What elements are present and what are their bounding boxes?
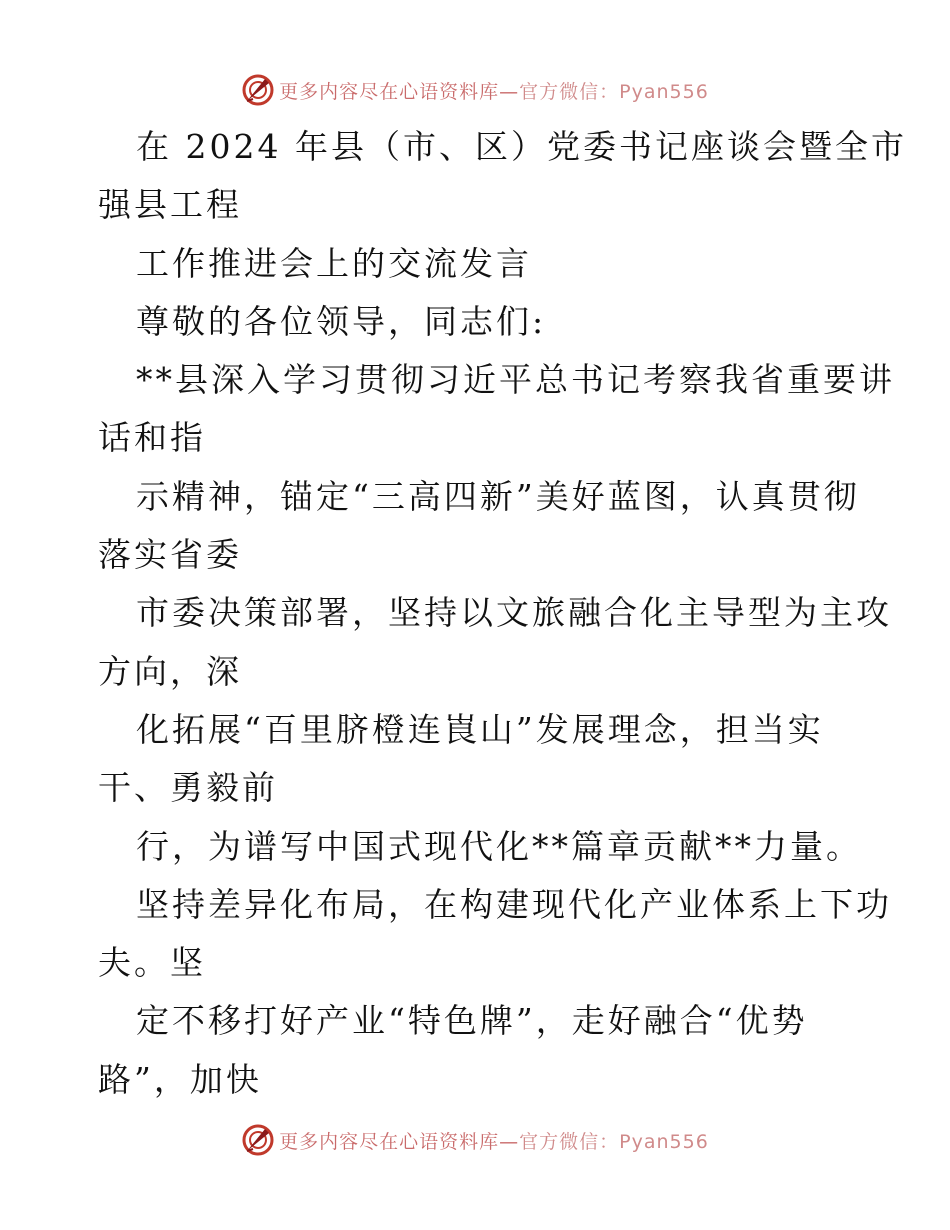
- document-body: [98, 118, 907, 1109]
- doc-line: 话和指: [98, 418, 206, 458]
- banner-wechat-text: 官方微信：Pyan556: [519, 1130, 709, 1153]
- doc-line: 落实省委: [98, 535, 242, 575]
- banner-promo-text: 更多内容尽在心语资料库—: [279, 1130, 520, 1153]
- doc-line: 示精神，锚定“三高四新”美好蓝图，认真贯彻: [136, 476, 860, 516]
- feather-pen-logo-icon: [241, 73, 275, 107]
- doc-line: 市委决策部署，坚持以文旅融合化主导型为主攻: [136, 593, 892, 633]
- doc-line: 干、勇毅前: [98, 768, 278, 808]
- doc-line: **县深入学习贯彻习近平总书记考察我省重要讲: [136, 360, 895, 400]
- doc-line: 坚持差异化布局，在构建现代化产业体系上下功: [136, 884, 892, 924]
- doc-line: 方向，深: [98, 651, 242, 691]
- doc-line: 路”，加快: [98, 1059, 262, 1099]
- footer-watermark-banner: [0, 1120, 950, 1160]
- doc-line: 夫。坚: [98, 943, 206, 983]
- doc-line: 尊敬的各位领导，同志们:: [136, 301, 547, 341]
- banner-wechat-text: 官方微信：Pyan556: [519, 80, 709, 103]
- header-watermark-banner: [0, 70, 950, 110]
- doc-line: 强县工程: [98, 185, 242, 225]
- doc-line: 化拓展“百里脐橙连崀山”发展理念，担当实: [136, 709, 824, 749]
- banner-promo-text: 更多内容尽在心语资料库—: [279, 80, 520, 103]
- doc-line: 在 2024 年县（市、区）党委书记座谈会暨全市: [136, 127, 907, 166]
- feather-pen-logo-icon: [241, 1123, 275, 1157]
- doc-line: 工作推进会上的交流发言: [136, 243, 532, 283]
- doc-line: 行，为谱写中国式现代化**篇章贡献**力量。: [136, 826, 862, 866]
- doc-line: 定不移打好产业“特色牌”，走好融合“优势: [136, 1001, 808, 1041]
